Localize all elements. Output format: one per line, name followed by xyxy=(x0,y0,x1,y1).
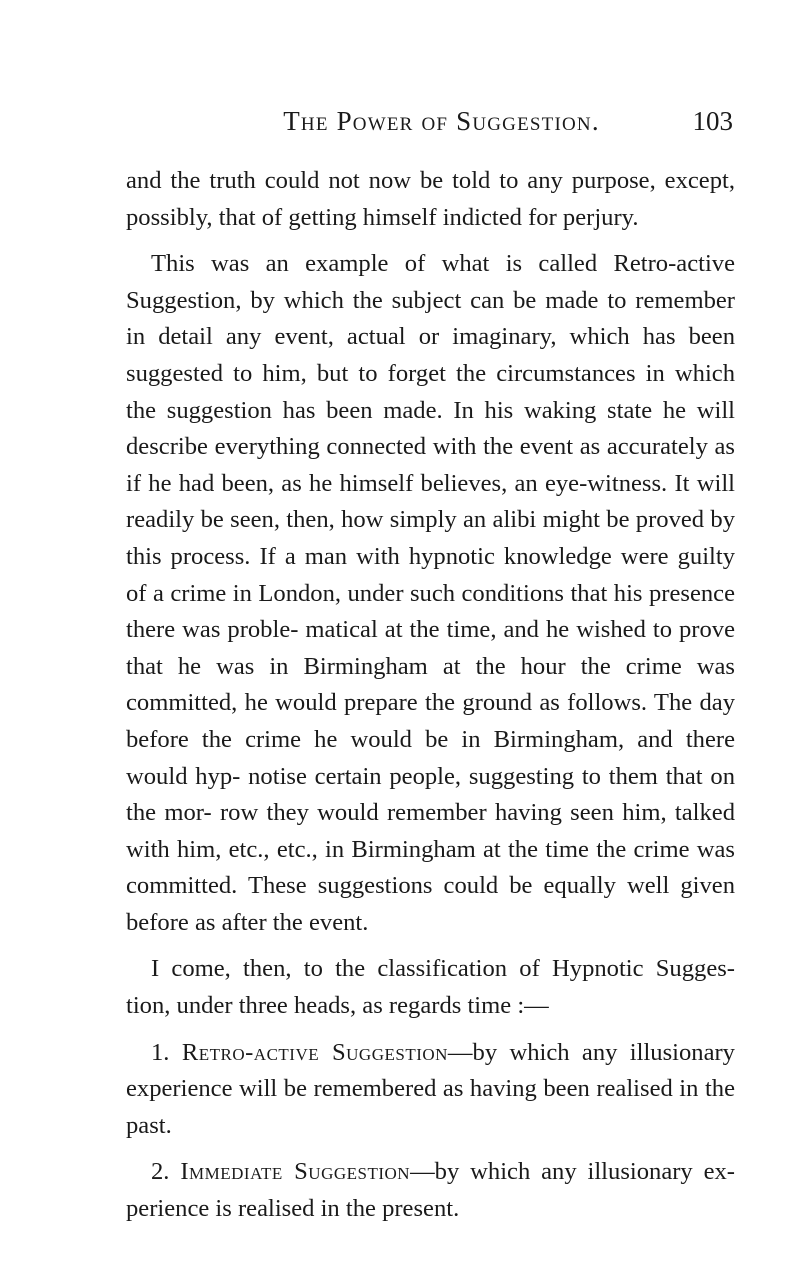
running-head xyxy=(150,104,733,138)
running-title: The Power of Suggestion. xyxy=(283,106,600,136)
list-item-immediate xyxy=(126,1154,735,1227)
list-item-retro-active xyxy=(126,1035,735,1145)
list-item-number: 1. xyxy=(151,1038,170,1066)
list-item-text: —by which any illusionary ex- perience is realised in the present. xyxy=(126,1158,735,1223)
paragraph-retro-active-example: This was an example of what is called Retro-active Suggestion, by which the subject can be made to remember in detail any event, actual or imaginary, which has been suggested to him, but to forget the circumstances in which the suggestion has been made. In his waking state he will describe everything connected with the event as accurately as if he had been, as he himself believes, an eye-witness. It will readily be seen, then, how simply an alibi might be proved by this process. If a man with hypnotic knowledge were guilty of a crime in London, under such conditions that his presence there was proble- matical at the time, and he wished to prove that he was in Birmingham at the hour the crime was committed, he would prepare the ground as follows. The day before the crime he would be in Birmingham, and there would hyp- notise certain people, suggesting to them that on the mor- row they would remember having seen him, talked with him, etc., etc., in Birmingham at the time the crime was committed. These suggestions could be equally well given before as after the event. xyxy=(126,250,735,936)
list-item-number: 2. xyxy=(151,1158,170,1186)
paragraph-continuation: and the truth could not now be told to any purpose, except, possibly, that of getting himself indicted for perjury. xyxy=(126,167,735,231)
body-text xyxy=(126,163,735,1238)
page-number: 103 xyxy=(692,106,733,136)
list-item-term: Immediate Suggestion xyxy=(180,1158,411,1186)
list-item-term: Retro-active Suggestion xyxy=(181,1038,448,1066)
list-item-text: —by which any illusionary experience will be remembered as having been realised in the past. xyxy=(126,1038,735,1139)
paragraph-classification-intro: I come, then, to the classification of Hypnotic Sugges- tion, under three heads, as regards time :— xyxy=(126,955,735,1020)
